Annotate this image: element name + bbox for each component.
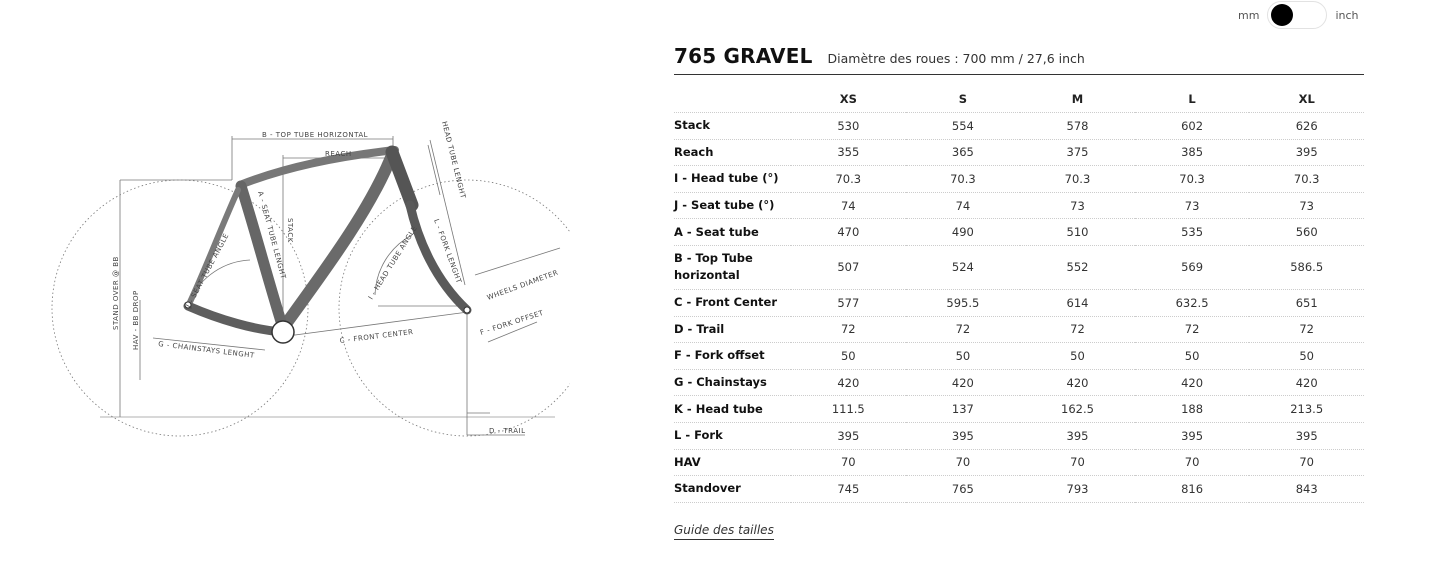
cell-value: 70.3 [1135,166,1250,193]
cell-value: 420 [906,369,1021,396]
frame-head-tube [392,152,412,205]
label-bb-drop: HAV - BB DROP [132,290,140,350]
table-row [674,245,1364,289]
cell-value: 72 [1135,316,1250,343]
cell-value: 595.5 [906,289,1021,316]
row-label: J - Seat tube (°) [674,192,791,219]
cell-value: 70.3 [906,166,1021,193]
table-row [674,166,1364,193]
row-label: A - Seat tube [674,219,791,246]
cell-value: 162.5 [1020,396,1135,423]
cell-value: 535 [1135,219,1250,246]
frame-top-tube [240,150,395,185]
table-row [674,289,1364,316]
table-body [674,113,1364,503]
cell-value: 843 [1249,476,1364,503]
label-seat-tube: A - SEAT TUBE LENGHT [256,190,288,281]
cell-value: 420 [1020,369,1135,396]
cell-value: 355 [791,139,906,166]
frame-geometry-diagram [40,110,570,440]
cell-value: 188 [1135,396,1250,423]
cell-value: 765 [906,476,1021,503]
table-row [674,396,1364,423]
row-label: G - Chainstays [674,369,791,396]
header-size-s: S [906,86,1021,113]
cell-value: 524 [906,245,1021,289]
row-label: F - Fork offset [674,343,791,370]
row-label: D - Trail [674,316,791,343]
cell-value: 577 [791,289,906,316]
cell-value: 111.5 [791,396,906,423]
table-header-row [674,86,1364,113]
cell-value: 50 [791,343,906,370]
cell-value: 651 [1249,289,1364,316]
cell-value: 632.5 [1135,289,1250,316]
label-reach: REACH [325,150,352,158]
row-label: I - Head tube (°) [674,166,791,193]
cell-value: 385 [1135,139,1250,166]
label-trail: D - TRAIL [489,427,526,435]
cell-value: 745 [791,476,906,503]
cell-value: 395 [906,422,1021,449]
unit-mm-label[interactable]: mm [1238,8,1260,22]
geometry-table [674,86,1364,503]
cell-value: 793 [1020,476,1135,503]
table-row [674,476,1364,503]
cell-value: 602 [1135,113,1250,140]
cell-value: 569 [1135,245,1250,289]
cell-value: 552 [1020,245,1135,289]
row-label: Stack [674,113,791,140]
header-size-xl: XL [1249,86,1364,113]
cell-value: 74 [906,192,1021,219]
cell-value: 816 [1135,476,1250,503]
label-fork-offset: F - FORK OFFSET [479,308,545,337]
cell-value: 70.3 [791,166,906,193]
unit-toggle [1238,0,1359,30]
cell-value: 70.3 [1249,166,1364,193]
label-stack: STACK [286,218,294,243]
cell-value: 50 [1249,343,1364,370]
cell-value: 626 [1249,113,1364,140]
frame-chain-stay [188,306,283,332]
cell-value: 70.3 [1020,166,1135,193]
unit-inch-label[interactable]: inch [1335,8,1359,22]
header-size-xs: XS [791,86,906,113]
label-seat-angle: J - SEAT TUBE ANGLE [184,232,231,309]
cell-value: 72 [1249,316,1364,343]
header-size-l: L [1135,86,1250,113]
cell-value: 530 [791,113,906,140]
label-top-tube: B - TOP TUBE HORIZONTAL [262,131,369,139]
cell-value: 578 [1020,113,1135,140]
table-row [674,113,1364,140]
cell-value: 507 [791,245,906,289]
label-standover: STAND OVER @ BB [112,256,120,330]
label-head-tube: HEAD TUBE LENGHT [440,120,468,200]
wheel-diameter-subtitle: Diamètre des roues : 700 mm / 27,6 inch [827,51,1085,66]
cell-value: 420 [791,369,906,396]
cell-value: 395 [1020,422,1135,449]
label-chainstays: G - CHAINSTAYS LENGHT [157,340,256,360]
cell-value: 395 [791,422,906,449]
model-title: 765 GRAVEL [674,44,813,68]
cell-value: 420 [1135,369,1250,396]
cell-value: 74 [791,192,906,219]
row-label: L - Fork [674,422,791,449]
label-head-angle: I - HEAD TUBE ANGLE [366,224,419,302]
label-front-center: C - FRONT CENTER [339,328,414,345]
cell-value: 395 [1249,422,1364,449]
cell-value: 395 [1135,422,1250,449]
table-row [674,343,1364,370]
cell-value: 70 [1020,449,1135,476]
cell-value: 50 [906,343,1021,370]
front-dropout [464,307,470,313]
size-guide-link[interactable]: Guide des tailles [674,523,774,540]
cell-value: 50 [1020,343,1135,370]
cell-value: 70 [791,449,906,476]
label-wheel-diameter: WHEELS DIAMETER [485,268,560,302]
front-wheel [339,180,570,436]
cell-value: 72 [791,316,906,343]
cell-value: 560 [1249,219,1364,246]
cell-value: 73 [1135,192,1250,219]
label-fork-length: L - FORK LENGHT [432,217,463,285]
cell-value: 395 [1249,139,1364,166]
model-header [674,44,1364,75]
cell-value: 510 [1020,219,1135,246]
cell-value: 73 [1249,192,1364,219]
cell-value: 375 [1020,139,1135,166]
table-row [674,449,1364,476]
cell-value: 470 [791,219,906,246]
unit-switch[interactable] [1267,1,1327,29]
table-row [674,316,1364,343]
cell-value: 420 [1249,369,1364,396]
unit-switch-knob[interactable] [1271,4,1293,26]
cell-value: 554 [906,113,1021,140]
bottom-bracket [272,321,294,343]
row-label: B - Top Tube horizontal [674,245,791,289]
cell-value: 586.5 [1249,245,1364,289]
table-row [674,192,1364,219]
table-row [674,139,1364,166]
cell-value: 72 [1020,316,1135,343]
cell-value: 72 [906,316,1021,343]
cell-value: 70 [1249,449,1364,476]
cell-value: 213.5 [1249,396,1364,423]
row-label: HAV [674,449,791,476]
header-size-m: M [1020,86,1135,113]
cell-value: 70 [906,449,1021,476]
cell-value: 73 [1020,192,1135,219]
header-label-col [674,86,791,113]
row-label: Reach [674,139,791,166]
row-label: K - Head tube [674,396,791,423]
table-row [674,369,1364,396]
table-row [674,422,1364,449]
cell-value: 490 [906,219,1021,246]
cell-value: 50 [1135,343,1250,370]
cell-value: 614 [1020,289,1135,316]
row-label: C - Front Center [674,289,791,316]
cell-value: 137 [906,396,1021,423]
cell-value: 70 [1135,449,1250,476]
table-row [674,219,1364,246]
frame-down-tube [283,155,392,328]
row-label: Standover [674,476,791,503]
cell-value: 365 [906,139,1021,166]
